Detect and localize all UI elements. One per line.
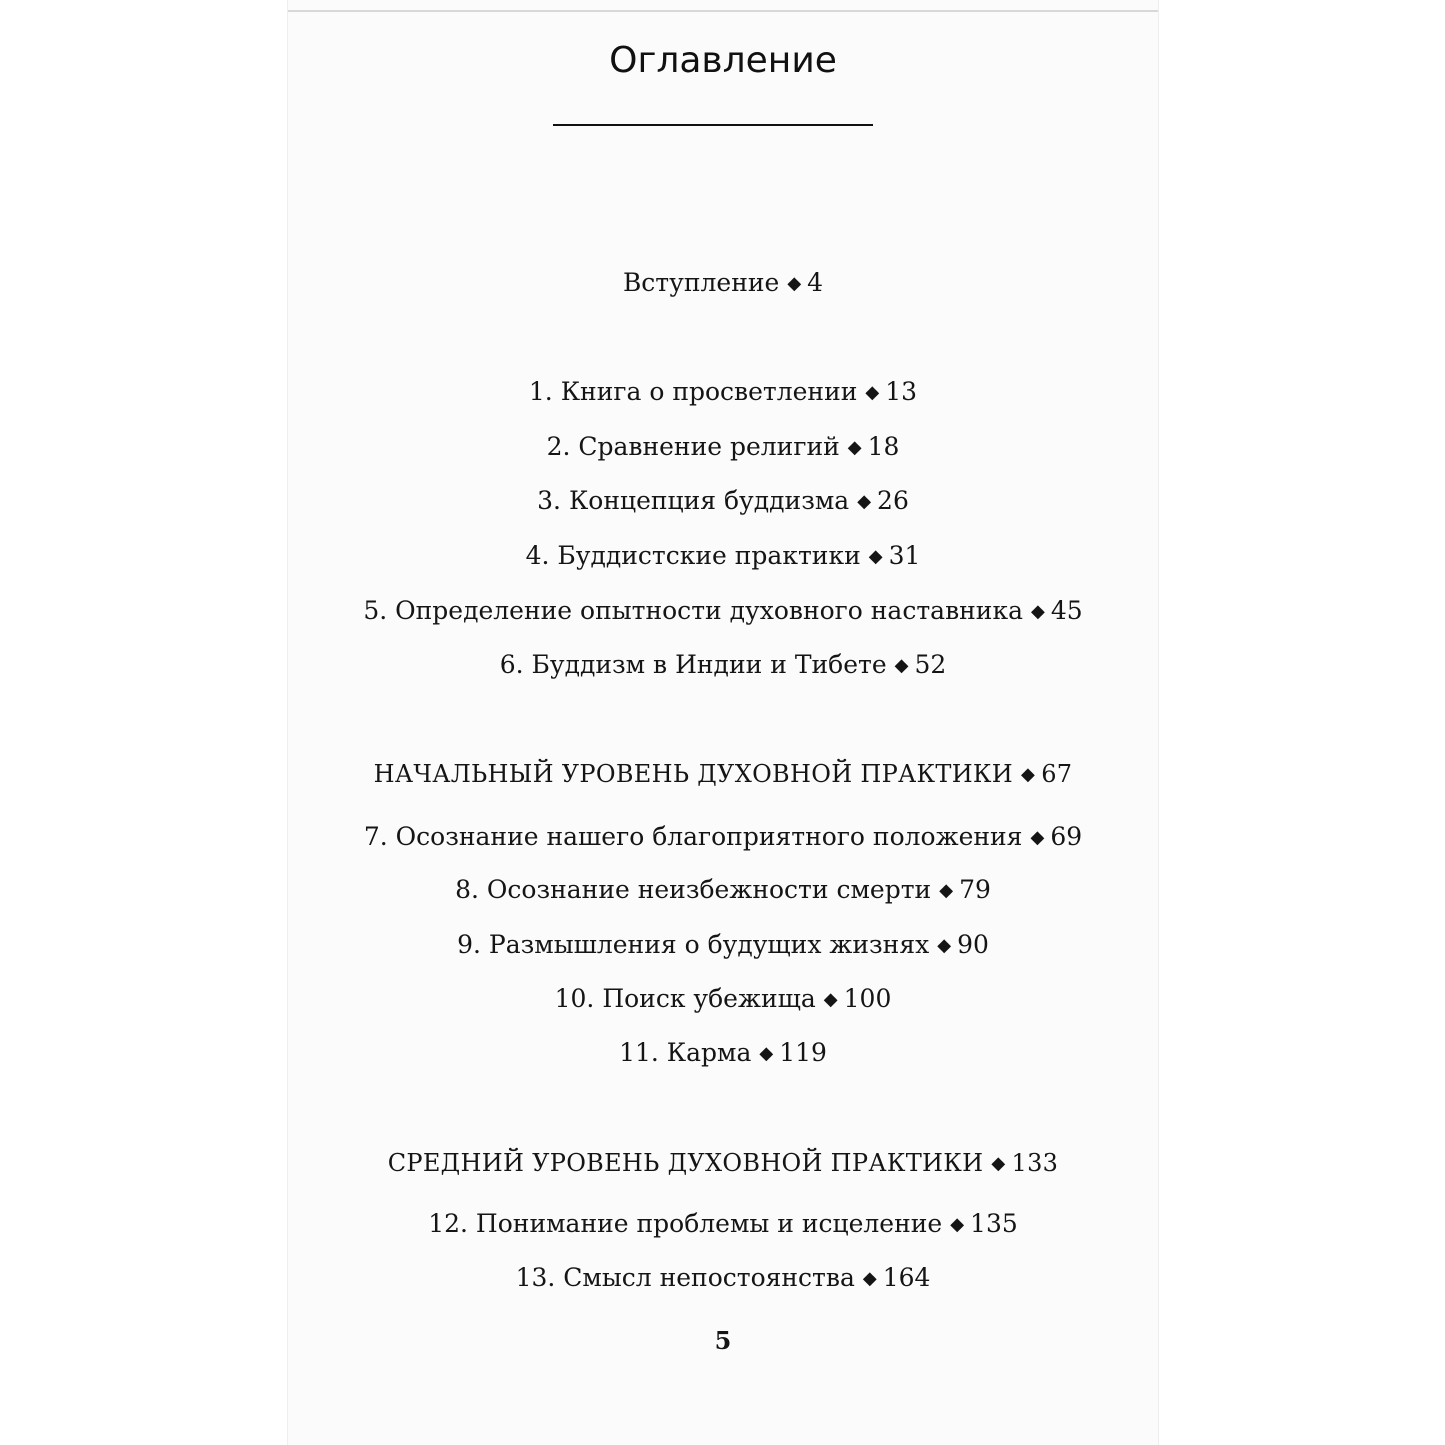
toc-entry-page: 45 [1050, 596, 1083, 625]
toc-entry [288, 595, 1158, 630]
toc-entry-page: 18 [867, 432, 900, 461]
toc-entry-title: 12. Понимание проблемы и исцеление [428, 1209, 943, 1238]
toc-entry-title: 10. Поиск убежища [554, 984, 816, 1013]
diamond-icon: ◆ [787, 273, 802, 294]
toc-entry-title: 3. Концепция буддизма [537, 486, 850, 515]
toc-entry-page: 135 [970, 1209, 1018, 1238]
page-title: Оглавление [609, 40, 837, 81]
toc-entry-page: 69 [1050, 822, 1083, 851]
toc-entry-page: 4 [807, 268, 824, 297]
diamond-icon: ◆ [847, 437, 862, 458]
toc-entry [288, 540, 1158, 575]
toc-entry-title: 4. Буддистские практики [525, 541, 861, 570]
top-border-line [288, 10, 1158, 12]
toc-entry-page: 119 [779, 1038, 827, 1067]
toc-entry-page: 67 [1041, 760, 1073, 788]
toc-entry [288, 929, 1158, 964]
toc-entry-page: 52 [914, 650, 947, 679]
toc-entry [288, 1262, 1158, 1297]
toc-entry [288, 485, 1158, 520]
toc-entry-page: 79 [959, 875, 991, 904]
toc-section-title: СРЕДНИЙ УРОВЕНЬ ДУХОВНОЙ ПРАКТИКИ [387, 1149, 984, 1177]
toc-entry-page: 26 [877, 486, 909, 515]
toc-entry-page: 133 [1011, 1149, 1059, 1177]
diamond-icon: ◆ [939, 880, 954, 901]
diamond-icon: ◆ [1021, 764, 1036, 785]
toc-entry-title: 1. Книга о просветлении [528, 377, 858, 406]
toc-entry-title: 9. Размышления о будущих жизнях [457, 930, 930, 959]
toc-entry-page: 90 [957, 930, 989, 959]
toc-entry-title: 5. Определение опытности духовного наставника [363, 596, 1023, 625]
toc-section-heading [288, 1147, 1158, 1182]
toc-entry [288, 376, 1158, 411]
diamond-icon: ◆ [868, 546, 883, 567]
toc-entry [288, 267, 1158, 302]
toc-entry-title: 6. Буддизм в Индии и Тибете [499, 650, 887, 679]
book-page [288, 0, 1158, 1445]
toc-section-title: НАЧАЛЬНЫЙ УРОВЕНЬ ДУХОВНОЙ ПРАКТИКИ [373, 760, 1014, 788]
toc-entry-page: 31 [888, 541, 921, 570]
title-underline [553, 124, 873, 126]
diamond-icon: ◆ [857, 491, 872, 512]
toc-entry-page: 100 [843, 984, 892, 1013]
toc-entry-page: 164 [882, 1263, 931, 1292]
toc-entry-title: 2. Сравнение религий [546, 432, 840, 461]
diamond-icon: ◆ [950, 1214, 965, 1235]
toc-entry-title: 13. Смысл непостоянства [515, 1263, 855, 1292]
toc-entry-title: Вступление [622, 268, 780, 297]
diamond-icon: ◆ [894, 655, 909, 676]
diamond-icon: ◆ [1031, 601, 1045, 622]
diamond-icon: ◆ [759, 1043, 774, 1064]
toc-entry-title: 11. Карма [619, 1038, 752, 1067]
toc-entry [288, 1208, 1158, 1243]
toc-entry [288, 431, 1158, 466]
toc-entry-title: 8. Осознание неизбежности смерти [455, 875, 932, 904]
toc-entry-page: 13 [885, 377, 918, 406]
page-number: 5 [714, 1326, 732, 1355]
diamond-icon: ◆ [991, 1153, 1006, 1174]
toc-section-heading [288, 758, 1158, 793]
diamond-icon: ◆ [937, 935, 952, 956]
diamond-icon: ◆ [823, 989, 838, 1010]
toc-entry [288, 983, 1158, 1018]
toc-entry [288, 874, 1158, 909]
toc-entry [288, 821, 1158, 856]
diamond-icon: ◆ [1030, 827, 1045, 848]
diamond-icon: ◆ [862, 1268, 877, 1289]
toc-entry-title: 7. Осознание нашего благоприятного положения [363, 822, 1023, 851]
diamond-icon: ◆ [865, 382, 880, 403]
toc-entry [288, 1037, 1158, 1072]
toc-entry [288, 649, 1158, 684]
